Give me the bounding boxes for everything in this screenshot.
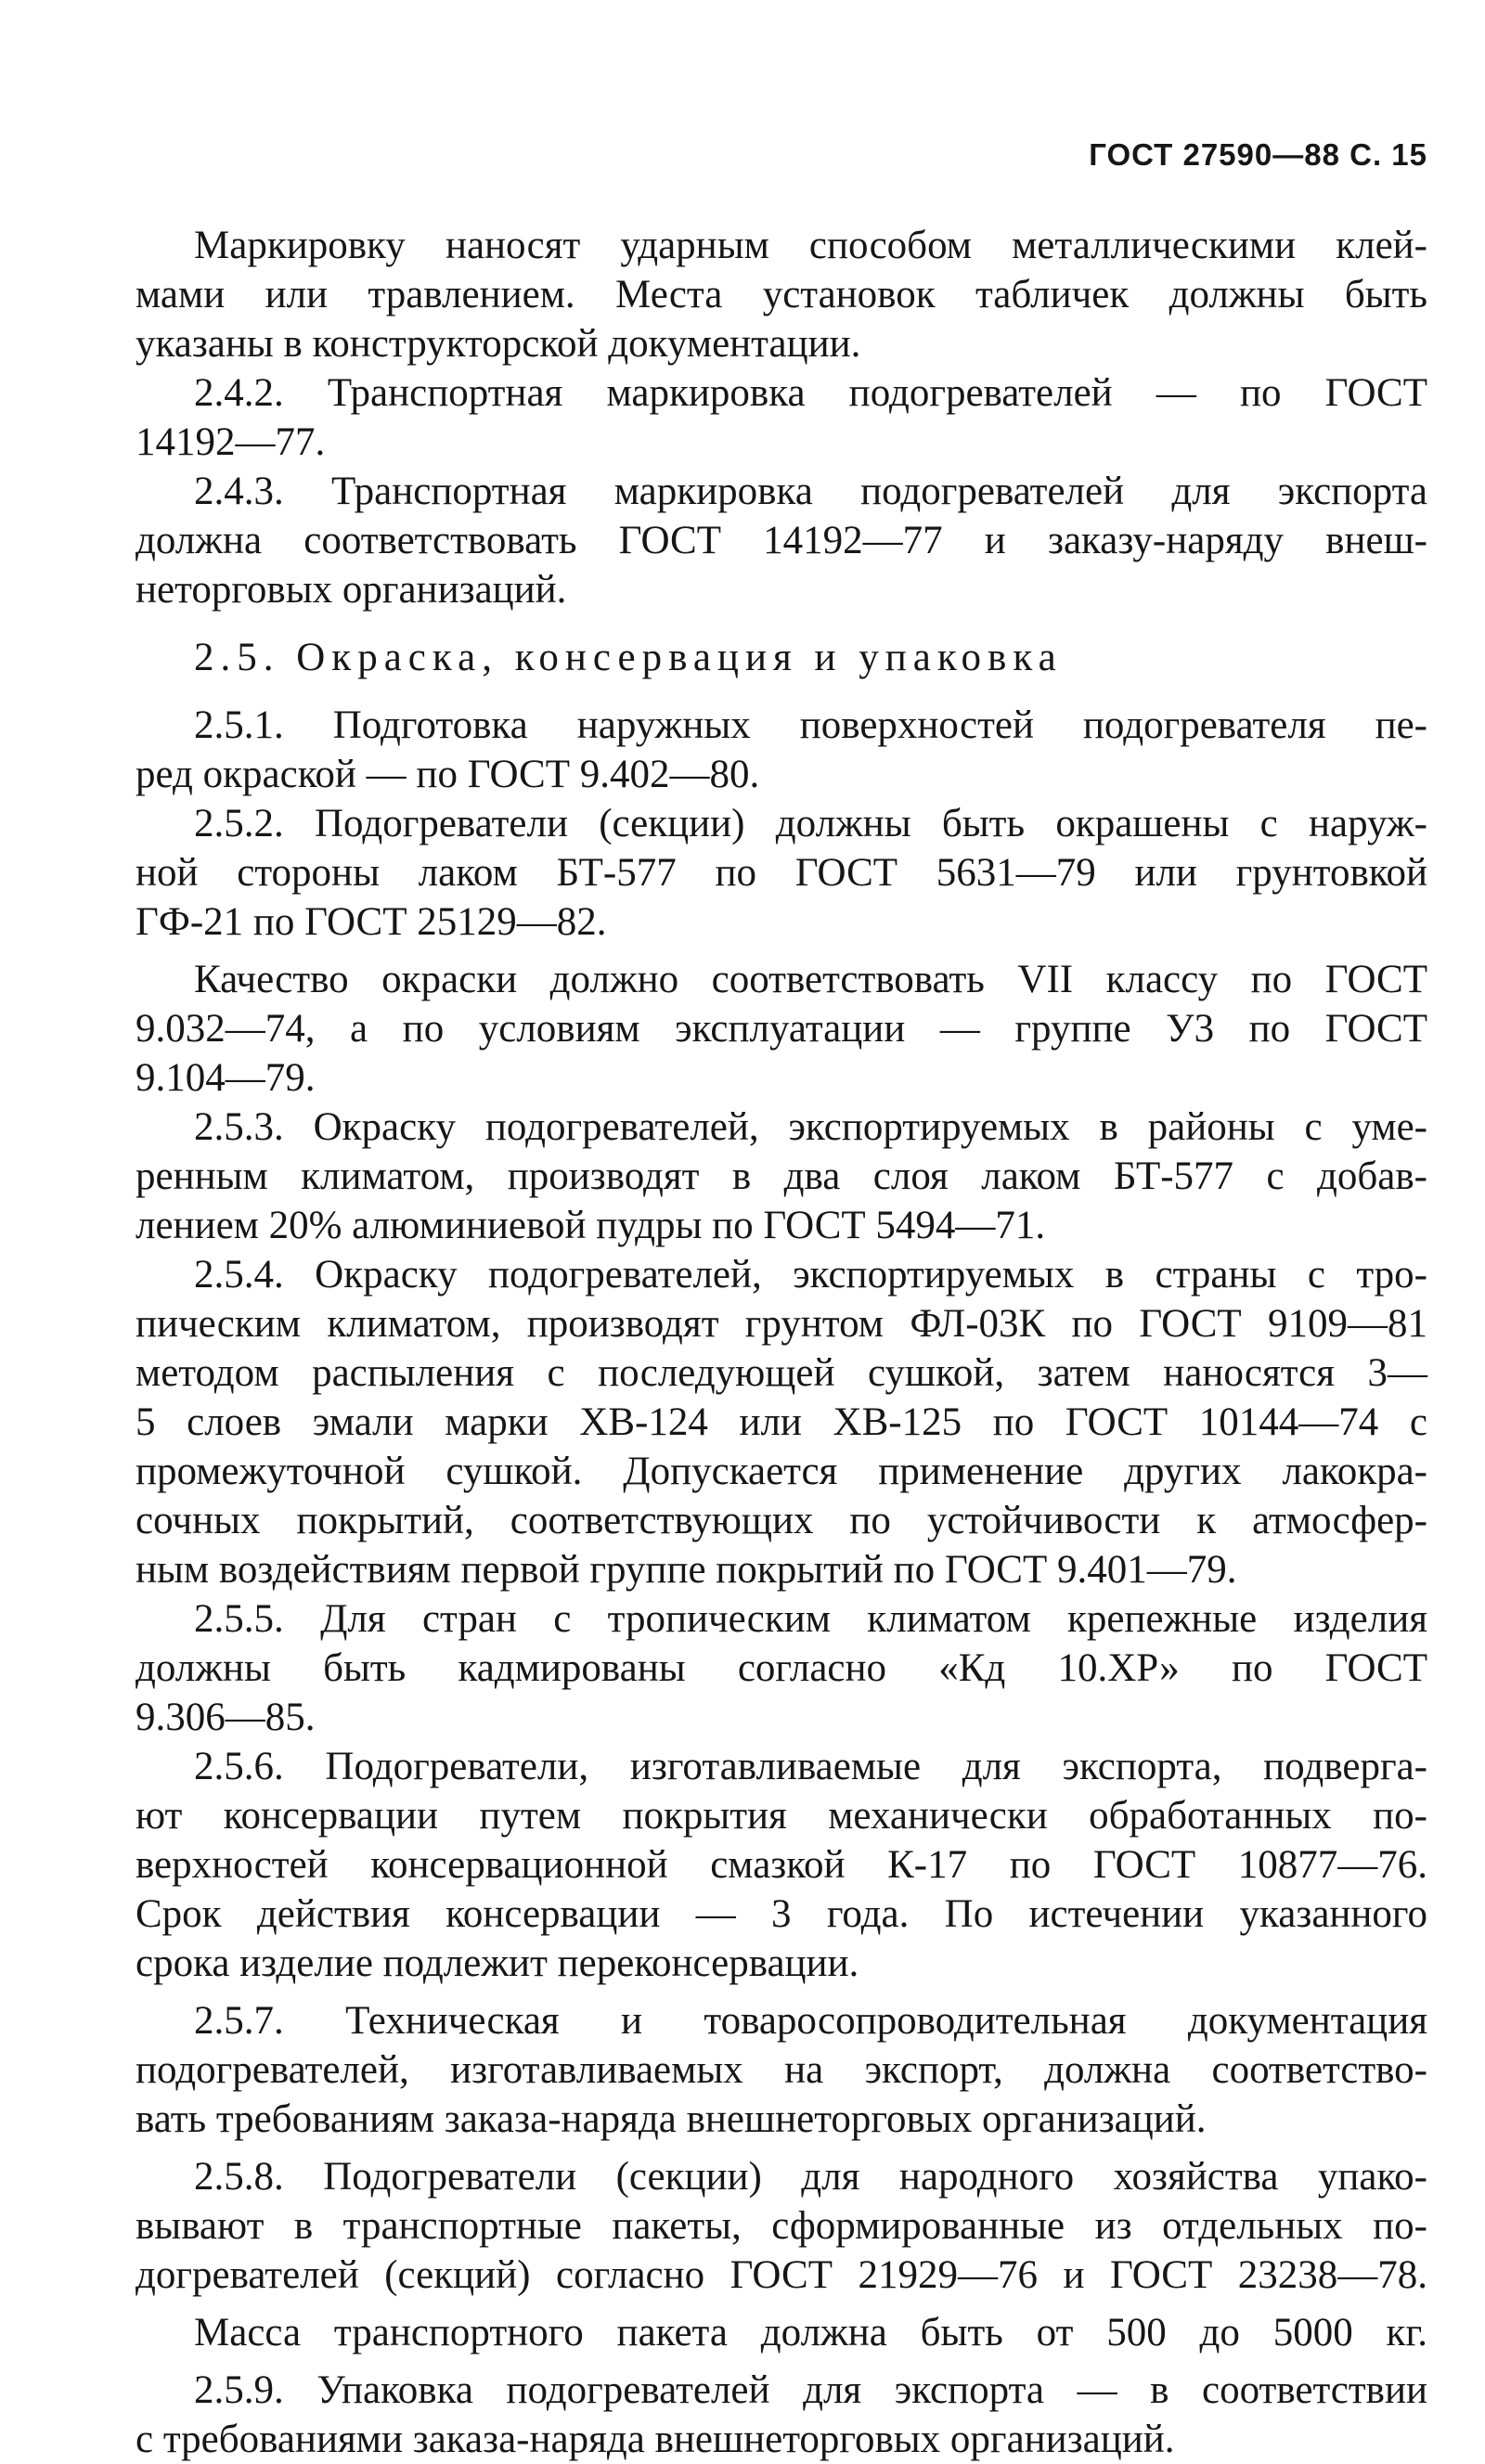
section-heading: 2.5. Окраска, консервация и упаковка xyxy=(194,636,1063,679)
paragraph-2-5-7 xyxy=(136,1996,1427,2144)
paragraph-2-5-2 xyxy=(136,799,1427,947)
text-line: 2.4.3. Транспортная маркировка подогревателей для экспорта xyxy=(194,470,1427,513)
paragraph-package-mass xyxy=(136,2308,1427,2357)
paragraph-2-4-2 xyxy=(136,368,1427,467)
paragraph-marking-method xyxy=(136,221,1427,368)
text-line: вывают в транспортные пакеты, сформированные из отдельных по- xyxy=(136,2204,1427,2248)
text-line: должна соответствовать ГОСТ 14192—77 и заказу-наряду внеш- xyxy=(136,519,1427,562)
text-line: 2.5.5. Для стран с тропическим климатом крепежные изделия xyxy=(194,1597,1427,1641)
paragraph-2-5-9 xyxy=(136,2366,1427,2464)
text-line: ют консервации путем покрытия механически обработанных по- xyxy=(136,1794,1427,1838)
text-line: ГФ-21 по ГОСТ 25129—82. xyxy=(136,900,607,944)
text-line: Масса транспортного пакета должна быть от 500 до 5000 кг. xyxy=(194,2311,1427,2354)
text-line: ред окраской — по ГОСТ 9.402—80. xyxy=(136,753,760,796)
text-line: 2.5.9. Упаковка подогревателей для экспорта — в соответствии xyxy=(194,2368,1427,2412)
paragraph-2-4-3 xyxy=(136,467,1427,614)
text-line: вать требованиям заказа-наряда внешнеторговых организаций. xyxy=(136,2097,1207,2141)
paragraph-2-5-8 xyxy=(136,2152,1427,2300)
text-line: методом распыления с последующей сушкой, затем наносятся 3— xyxy=(136,1351,1427,1395)
paragraph-2-5-5 xyxy=(136,1594,1427,1742)
text-line: 5 слоев эмали марки ХВ-124 или ХВ-125 по ГОСТ 10144—74 с xyxy=(136,1400,1427,1444)
text-line: мами или травлением. Места установок табличек должны быть xyxy=(136,273,1427,316)
text-line: неторговых организаций. xyxy=(136,568,567,612)
text-line: 9.104—79. xyxy=(136,1056,316,1100)
text-line: указаны в конструкторской документации. xyxy=(136,322,861,366)
text-line: ренным климатом, производят в два слоя лаком БТ-577 с добав- xyxy=(136,1155,1427,1198)
text-line: Срок действия консервации — 3 года. По истечении указанного xyxy=(136,1892,1427,1936)
text-line: промежуточной сушкой. Допускается применение других лакокра- xyxy=(136,1450,1427,1493)
paragraph-2-5-1 xyxy=(136,701,1427,799)
text-line: 2.5.2. Подогреватели (секции) должны быть окрашены с наруж- xyxy=(194,802,1427,845)
paragraph-paint-quality xyxy=(136,955,1427,1103)
text-line: 2.5.7. Техническая и товаросопроводительная документация xyxy=(194,1999,1427,2043)
text-line: 2.5.4. Окраску подогревателей, экспортируемых в страны с тро- xyxy=(194,1253,1427,1297)
text-line: 14192—77. xyxy=(136,420,326,464)
text-line: 2.5.3. Окраску подогревателей, экспортируемых в районы с уме- xyxy=(194,1105,1427,1149)
text-line: догревателей (секций) согласно ГОСТ 21929—76 и ГОСТ 23238—78. xyxy=(136,2253,1427,2297)
text-line: пическим климатом, производят грунтом ФЛ-03К по ГОСТ 9109—81 xyxy=(136,1302,1427,1346)
text-line: срока изделие подлежит переконсервации. xyxy=(136,1942,859,1985)
text-line: Качество окраски должно соответствовать VII классу по ГОСТ xyxy=(194,958,1427,1001)
paragraph-2-5-3 xyxy=(136,1103,1427,1250)
text-line: 2.4.2. Транспортная маркировка подогревателей — по ГОСТ xyxy=(194,371,1427,415)
text-line: с требованиями заказа-наряда внешнеторговых организаций. xyxy=(136,2418,1175,2461)
text-line: лением 20% алюминиевой пудры по ГОСТ 5494—71. xyxy=(136,1204,1046,1247)
text-line: ной стороны лаком БТ-577 по ГОСТ 5631—79 или грунтовкой xyxy=(136,851,1427,895)
text-line: 2.5.1. Подготовка наружных поверхностей подогревателя пе- xyxy=(194,703,1427,747)
text-line: должны быть кадмированы согласно «Кд 10.ХР» по ГОСТ xyxy=(136,1646,1427,1690)
paragraph-2-5-4 xyxy=(136,1250,1427,1594)
text-line: Маркировку наносят ударным способом металлическими клей- xyxy=(194,224,1427,267)
page-header: ГОСТ 27590—88 С. 15 xyxy=(1089,137,1427,172)
text-line: верхностей консервационной смазкой К-17 по ГОСТ 10877—76. xyxy=(136,1843,1427,1887)
section-heading-2-5 xyxy=(136,633,1427,682)
document-body xyxy=(136,221,1427,2464)
text-line: подогревателей, изготавливаемых на экспорт, должна соответство- xyxy=(136,2048,1427,2092)
text-line: 2.5.6. Подогреватели, изготавливаемые для экспорта, подверга- xyxy=(194,1745,1427,1788)
text-line: 9.032—74, а по условиям эксплуатации — группе У3 по ГОСТ xyxy=(136,1007,1427,1051)
text-line: 2.5.8. Подогреватели (секции) для народного хозяйства упако- xyxy=(194,2155,1427,2199)
text-line: сочных покрытий, соответствующих по устойчивости к атмосфер- xyxy=(136,1499,1427,1542)
text-line: 9.306—85. xyxy=(136,1696,316,1739)
paragraph-2-5-6 xyxy=(136,1742,1427,1988)
text-line: ным воздействиям первой группе покрытий по ГОСТ 9.401—79. xyxy=(136,1548,1237,1592)
